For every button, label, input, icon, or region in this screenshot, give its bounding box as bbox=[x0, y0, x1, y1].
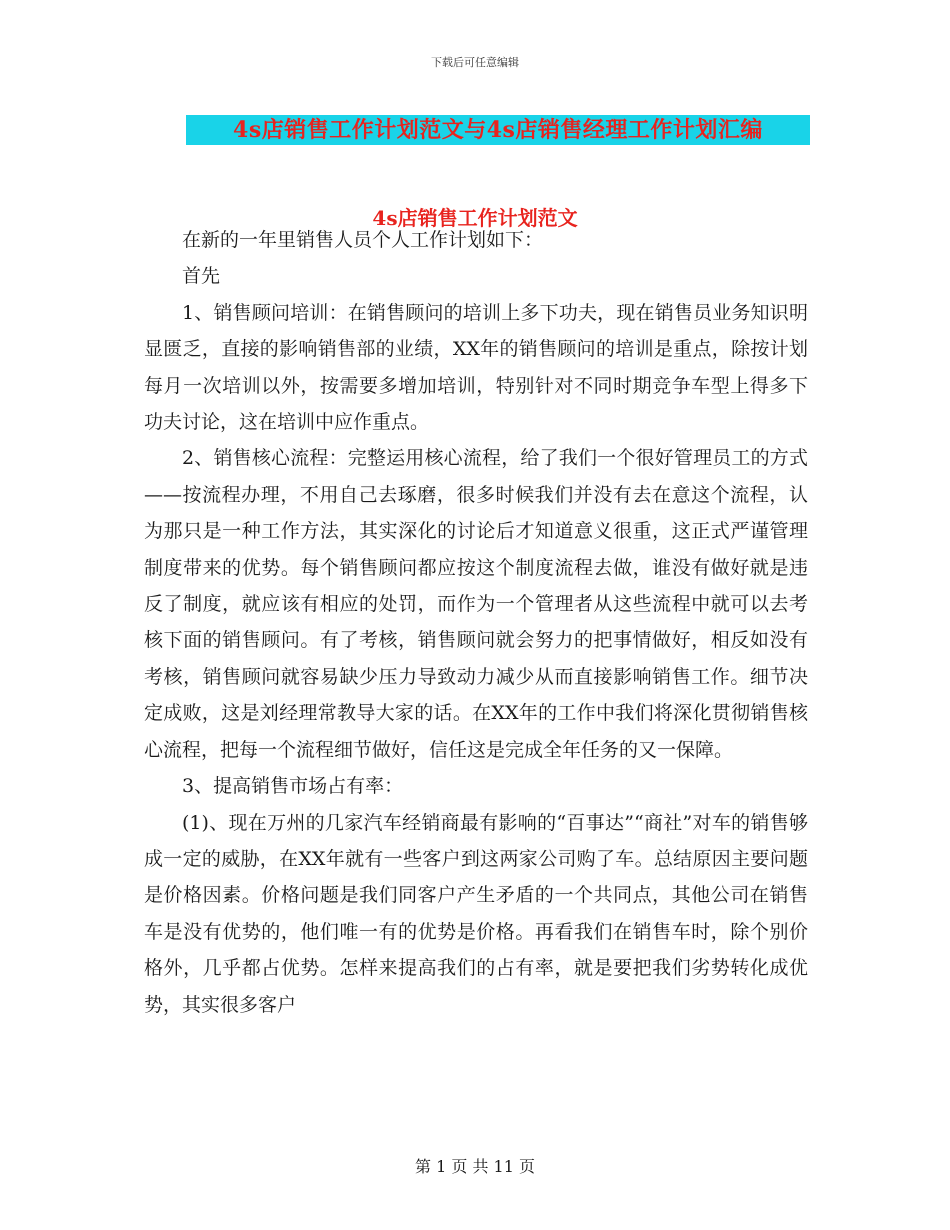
paragraph-training: 1、销售顾问培训：在销售顾问的培训上多下功夫，现在销售员业务知识明显匮乏，直接的影响销售部的业绩，XX年的销售顾问的培训是重点，除按计划每月一次培训以外，按需要多增加培训，特别针对不同时期竞争车型上得多下功夫讨论，这在培训中应作重点。 bbox=[144, 301, 808, 434]
section-title: 4s店销售工作计划范文 bbox=[372, 206, 578, 230]
header-note: 下载后可任意编辑 bbox=[431, 56, 519, 69]
paragraph-market-share-detail: (1)、现在万州的几家汽车经销商最有影响的“百事达”“商社”对车的销售够成一定的威胁，在XX年就有一些客户到这两家公司购了车。总结原因主要问题是价格因素。价格问题是我们同客户产生矛盾的一个共同点，其他公司在销售车是没有优势的，他们唯一有的优势是价格。再看我们在销售车时，除个别价格外，几乎都占优势。怎样来提高我们的占有率，就是要把我们劣势转化成优势，其实很多客户 bbox=[144, 811, 808, 1016]
paragraph-intro: 在新的一年里销售人员个人工作计划如下： bbox=[182, 229, 544, 251]
paragraph-first: 首先 bbox=[182, 265, 221, 288]
page-footer: 第 1 页 共 11 页 bbox=[415, 1157, 535, 1176]
main-title: 4s店销售工作计划范文与4s店销售经理工作计划汇编 bbox=[233, 117, 763, 143]
paragraph-core-process: 2、销售核心流程：完整运用核心流程，给了我们一个很好管理员工的方式——按流程办理，不用自己去琢磨，很多时候我们并没有去在意这个流程，认为那只是一种工作方法，其实深化的讨论后才知道意义很重，这正式严谨管理制度带来的优势。每个销售顾问都应按这个制度流程去做，谁没有做好就是违反了制度，就应该有相应的处罚，而作为一个管理者从这些流程中就可以去考核下面的销售顾问。有了考核，销售顾问就会努力的把事情做好，相反如没有考核，销售顾问就容易缺少压力导致动力减少从而直接影响销售工作。细节决定成败，这是刘经理常教导大家的话。在XX年的工作中我们将深化贯彻销售核心流程，把每一个流程细节做好，信任这是完成全年任务的又一保障。 bbox=[144, 447, 808, 761]
paragraph-market-share-heading: 3、提高销售市场占有率： bbox=[182, 775, 404, 798]
document-body bbox=[144, 222, 808, 1023]
main-title-highlight bbox=[186, 115, 810, 145]
